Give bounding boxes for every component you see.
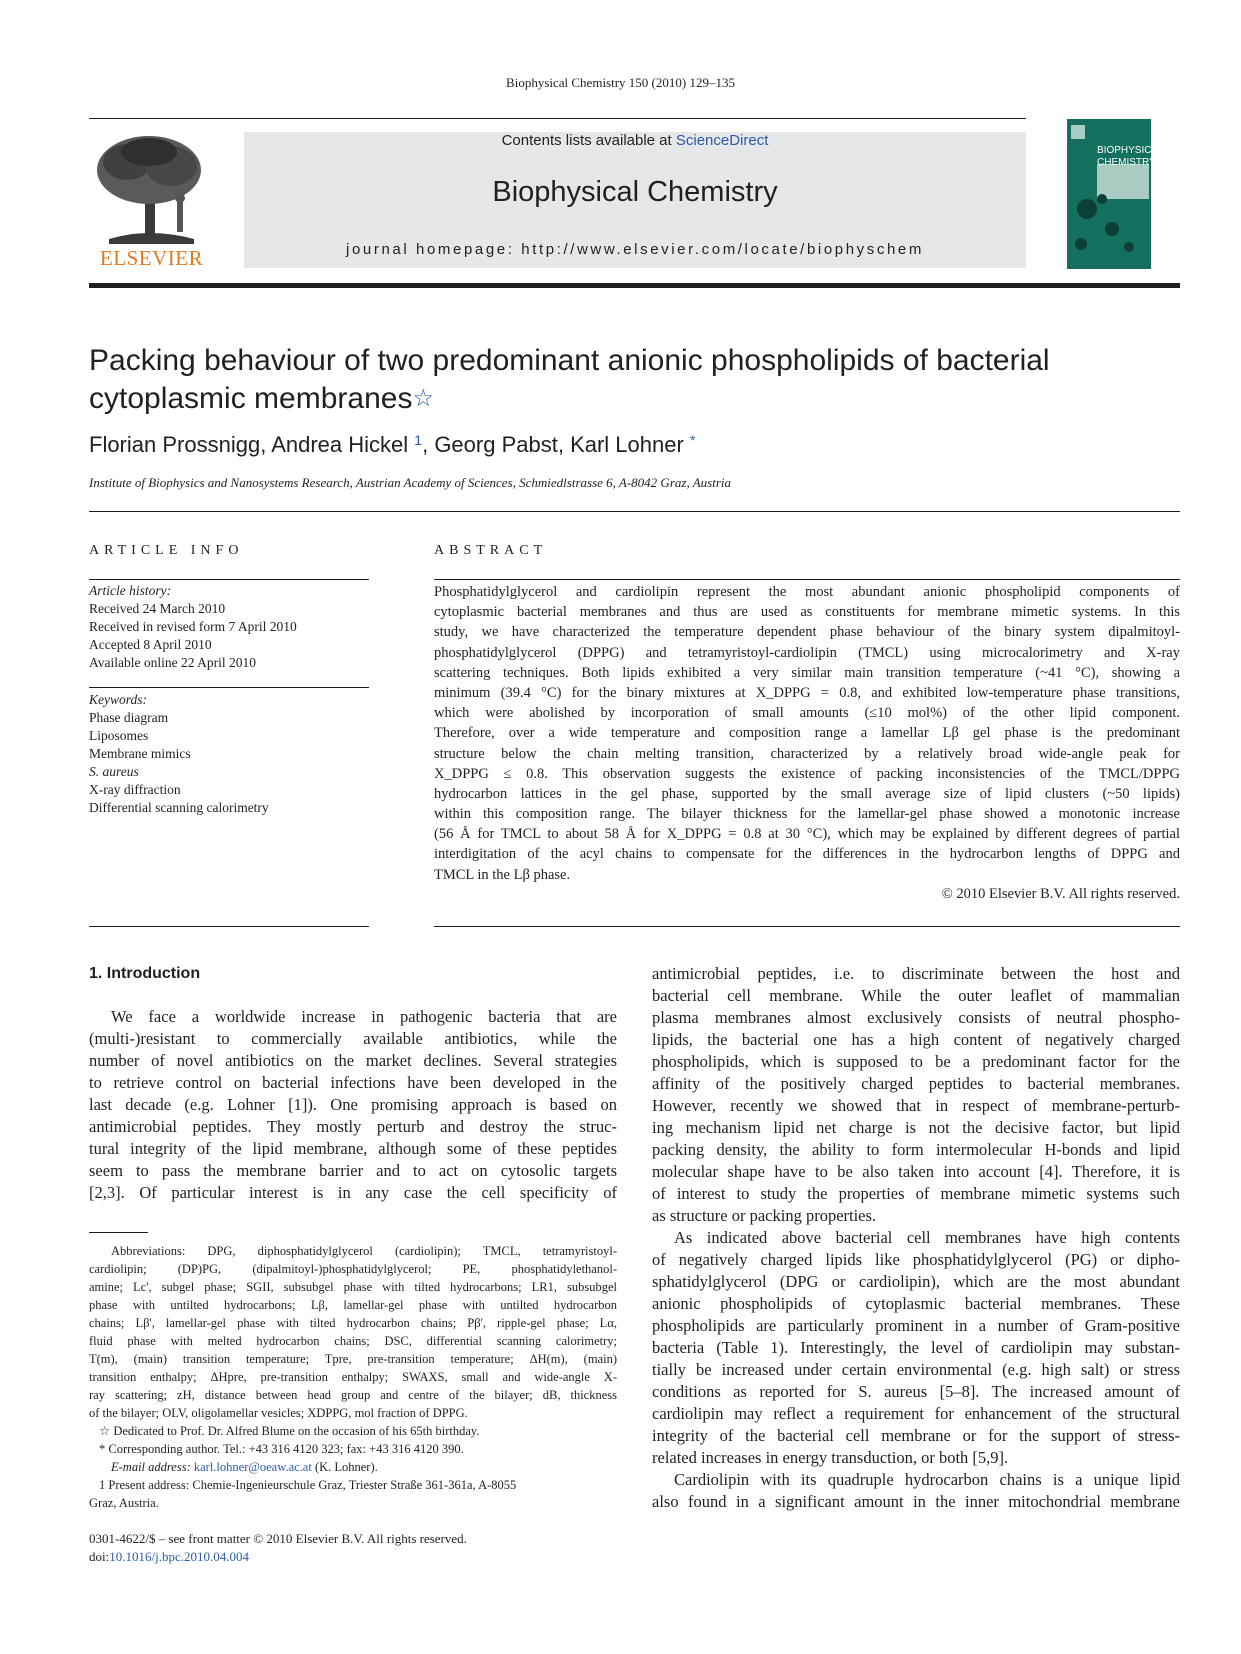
abstract-line: scattering techniques. Both lipids exhibited a very similar main transition temperature (~41 °C), showing a — [434, 664, 1180, 681]
footnote-line: ray scattering; zH, distance between head group and centre of the bilayer; dB, thickness — [89, 1388, 617, 1402]
author-list: Florian Prossnigg, Andrea Hickel $^1$, Georg Pabst, Karl Lohner * — [89, 432, 696, 457]
abstract-line: which were abolished by incorporation of small amounts (≤10 mol%) of the other lipid component. — [434, 705, 1180, 722]
body-line: affinity of the positively charged peptides to bacterial membranes. — [652, 1074, 1180, 1093]
abstract-bottom-rule — [434, 926, 1180, 927]
keyword-item: S. aureus — [89, 764, 139, 779]
body-line: seem to pass the membrane barrier and to act on cytosolic targets — [89, 1161, 617, 1180]
left-column — [89, 1006, 617, 1204]
body-line: sphatidylglycerol (DPG or cardiolipin), which are the most abundant — [652, 1272, 1180, 1291]
abstract-line: phosphatidylglycerol (DPPG) and tetramyristoyl-cardiolipin (TMCL) using microcalorimetry and X-ray — [434, 644, 1180, 661]
author-name: Karl Lohner — [570, 432, 684, 457]
journal-homepage[interactable]: journal homepage: http://www.elsevier.com/locate/biophyschem — [346, 241, 924, 258]
body-line: [2,3]. Of particular interest is in any case the cell specificity of — [89, 1183, 617, 1202]
body-line: cardiolipin may reflect a requirement for enhancement of the structural — [652, 1404, 1180, 1423]
elsevier-logo — [89, 132, 214, 270]
history-item: Accepted 8 April 2010 — [89, 637, 212, 652]
body-line: last decade (e.g. Lohner [1]). One promising approach is based on — [89, 1095, 617, 1114]
body-line: (multi-)resistant to commercially available antibiotics, while the — [89, 1029, 617, 1048]
corresponding-footnote: * Corresponding author. Tel.: +43 316 4120 323; fax: +43 316 4120 390. — [99, 1442, 464, 1456]
abstract-line: hydrocarbon lattices in the gel phase, supported by the small average size of lipid clusters (~50 lipids) — [434, 785, 1180, 802]
footnote-line: fluid phase with melted hydrocarbon chains; DSC, differential scanning calorimetry; — [89, 1334, 617, 1348]
corresponding-author-mark[interactable]: * — [689, 432, 696, 448]
section-heading: 1. Introduction — [89, 965, 201, 982]
article-info-heading: ARTICLE INFO — [89, 543, 244, 558]
footnote-line: Abbreviations: DPG, diphosphatidylglycerol (cardiolipin); TMCL, tetramyristoyl- — [111, 1244, 617, 1258]
footnote-line: of the bilayer; OLV, oligolamellar vesicles; XDPPG, mol fraction of DPPG. — [89, 1406, 468, 1420]
author-name: Andrea Hickel — [271, 432, 409, 457]
contents-line — [244, 132, 1026, 149]
abstract-line: (56 Å for TMCL to about 58 Å for X_DPPG = 0.8 at 30 °C), which may be explained by different degrees of partial — [434, 826, 1180, 843]
body-line: of negatively charged lipids like phosphatidylglycerol (PG) or dipho- — [652, 1250, 1180, 1269]
keyword-item: X-ray diffraction — [89, 782, 181, 797]
body-line: anionic phospholipids of cytoplasmic bacterial membranes. These — [652, 1294, 1180, 1313]
keyword-item: Differential scanning calorimetry — [89, 800, 269, 815]
abstract-line: Therefore, over a wide temperature and composition range a lamellar Lβ gel phase is the predominant — [434, 725, 1180, 742]
abstract-line: interdigitation of the acyl chains to compensate for the differences in the hydrocarbon lengths of DPPG and — [434, 846, 1180, 863]
body-line: integrity of the bacterial cell membrane or for the support of stress- — [652, 1426, 1180, 1445]
abstract-line: Phosphatidylglycerol and cardiolipin represent the most abundant anionic phospholipid components of — [434, 584, 1180, 600]
footnote-line: chains; Lβ', lamellar-gel phase with tilted hydrocarbon chains; Pβ', ripple-gel phase; Lα, — [89, 1316, 617, 1330]
body-line: packing density, the ability to form intermolecular H-bonds and lipid — [652, 1140, 1180, 1159]
abstract-heading: ABSTRACT — [434, 543, 548, 558]
article-title — [89, 342, 1180, 418]
body-line: plasma membranes almost exclusively consists of neutral phospho- — [652, 1008, 1180, 1027]
body-line: Cardiolipin with its quadruple hydrocarbon chains is a unique lipid — [674, 1470, 1180, 1489]
keywords-label: Keywords: — [89, 692, 147, 707]
footnote-line: phase with untilted hydrocarbons; Lβ, lamellar-gel phase with untilted hydrocarbon — [89, 1298, 617, 1312]
body-line: bacteria (Table 1). Interestingly, the level of cardiolipin may substan- — [652, 1338, 1180, 1357]
body-line: lipids, the bacterial one has a high content of negatively charged — [652, 1030, 1180, 1049]
cover-art-icon — [1067, 119, 1164, 269]
keyword-item: Liposomes — [89, 728, 149, 743]
body-line: conditions as reported for S. aureus [5–8]. The increased amount of — [652, 1382, 1180, 1401]
author-name: Georg Pabst — [434, 432, 558, 457]
keyword-item: Phase diagram — [89, 710, 169, 725]
journal-cover — [1067, 119, 1164, 269]
keyword-item: Membrane mimics — [89, 746, 191, 761]
body-line: We face a worldwide increase in pathogenic bacteria that are — [111, 1007, 617, 1026]
right-column — [652, 963, 1180, 1513]
title-line-1: Packing behaviour of two predominant anionic phospholipids of bacterial — [89, 344, 1050, 377]
present-address-continued: Graz, Austria. — [89, 1496, 159, 1510]
history-item: Received in revised form 7 April 2010 — [89, 619, 297, 634]
journal-title: Biophysical Chemistry — [492, 176, 778, 208]
abstract-rule — [434, 579, 1180, 580]
body-line: antimicrobial peptides. They mostly perturb and destroy the struc- — [89, 1117, 617, 1136]
footnote-line: T(m), (main) transition temperature; Tpre, pre-transition temperature; ΔH(m), (main) — [89, 1352, 617, 1366]
body-line: molecular shape have to be also taken into account [4]. Therefore, it is — [652, 1162, 1180, 1181]
email-link[interactable]: karl.lohner@oeaw.ac.at — [193, 1460, 312, 1474]
dedication-footnote: ☆ Dedicated to Prof. Dr. Alfred Blume on the occasion of his 65th birthday. — [99, 1424, 480, 1438]
abstract-copyright: © 2010 Elsevier B.V. All rights reserved. — [941, 886, 1180, 902]
cover-title: BIOPHYSICAL CHEMISTRY — [1097, 145, 1164, 168]
history-item: Received 24 March 2010 — [89, 601, 226, 616]
article-history — [89, 582, 297, 672]
elsevier-wordmark: ELSEVIER — [99, 246, 204, 270]
footnote-line: cardiolipin; (DP)PG, (dipalmitoyl-)phosphatidylglycerol; PE, phosphatidylethanol- — [89, 1262, 617, 1276]
body-line: bacterial cell membrane. While the outer leaflet of mammalian — [652, 986, 1180, 1005]
header-rule — [89, 118, 1026, 119]
body-line: number of novel antibiotics on the market declines. Several strategies — [89, 1051, 617, 1070]
abstract-body — [434, 582, 1180, 885]
author-footnote-mark[interactable]: 1 — [414, 432, 423, 448]
author-name: Florian Prossnigg — [89, 432, 261, 457]
abstract-line: within this composition range. The bilayer thickness for the lamellar-gel phase showed a monotonic increase — [434, 806, 1180, 823]
present-address-footnote: 1 Present address: Chemie-Ingenieurschule Graz, Triester Straße 361-361a, A-8055 — [99, 1478, 517, 1492]
title-line-2: cytoplasmic membranes — [89, 382, 413, 415]
email-suffix: (K. Lohner). — [311, 1460, 378, 1474]
title-rule — [89, 511, 1180, 512]
abstract-line: TMCL in the Lβ phase. — [434, 866, 571, 883]
body-line: As indicated above bacterial cell membranes have high contents — [674, 1228, 1180, 1247]
affiliation: Institute of Biophysics and Nanosystems Research, Austrian Academy of Sciences, Schmiedlstrasse 6, A-8042 Graz, Austria — [89, 475, 731, 490]
body-line: antimicrobial peptides, i.e. to discriminate between the host and — [652, 964, 1180, 983]
abstract-line: minimum (39.4 °C) for the binary mixtures at X_DPPG = 0.8, and exhibited low-temperature phase transitions, — [434, 684, 1180, 701]
article-info-bottom-rule — [89, 926, 369, 927]
abstract-line: structure below the chain melting transition, characterized by a relatively broad wide-angle peak for — [434, 745, 1180, 762]
body-line: also found in a significant amount in the inner mitochondrial membrane — [652, 1492, 1180, 1511]
masthead-rule — [89, 283, 1180, 288]
title-star-icon[interactable]: ☆ — [412, 385, 434, 412]
doi-label: doi: — [89, 1549, 110, 1564]
footnote-rule — [89, 1232, 148, 1233]
keywords-rule — [89, 687, 369, 688]
article-info-rule — [89, 579, 369, 580]
email-label: E-mail address: — [111, 1460, 194, 1474]
doi-link[interactable]: 10.1016/j.bpc.2010.04.004 — [109, 1549, 249, 1564]
footnote-line: transition enthalpy; ΔHpre, pre-transition enthalpy; SWAXS, small and wide-angle X- — [89, 1370, 617, 1384]
body-line: However, recently we showed that in respect of membrane-perturb- — [652, 1096, 1180, 1115]
abstract-line: study, we have characterized the temperature dependent phase behaviour of the binary system dipalmitoyl- — [434, 624, 1180, 641]
footnotes — [89, 1242, 617, 1512]
front-matter — [89, 1530, 467, 1566]
body-line: phospholipids are particularly prominent in a number of Gram-positive — [652, 1316, 1180, 1335]
body-line: of interest to study the properties of membrane mimetic systems such — [652, 1184, 1180, 1203]
contents-prefix: Contents lists available at — [501, 132, 676, 149]
body-line: tially be increased under certain environmental (e.g. high salt) or stress — [652, 1360, 1180, 1379]
body-line: related increases in energy transduction, or both [5,9]. — [652, 1448, 1009, 1467]
body-line: ing mechanism lipid net charge is not the decisive factor, but lipid — [652, 1118, 1180, 1137]
body-line: to retrieve control on bacterial infections have been developed in the — [89, 1073, 617, 1092]
abstract-line: X_DPPG ≤ 0.8. This observation suggests the existence of packing inconsistencies of the TMCL/DPPG — [434, 765, 1180, 782]
history-item: Available online 22 April 2010 — [89, 655, 256, 670]
footnote-line: amine; Lc', subgel phase; SGII, subsubgel phase with tilted hydrocarbons; LR1, subsubgel — [89, 1280, 617, 1294]
sciencedirect-link[interactable]: ScienceDirect — [675, 132, 769, 149]
body-line: tural integrity of the lipid membrane, although some of these peptides — [89, 1139, 617, 1158]
abstract-line: cytoplasmic bacterial membranes and thus are used as constituents for membrane mimetic systems. In this — [434, 604, 1180, 621]
journal-citation: Biophysical Chemistry 150 (2010) 129–135 — [506, 75, 735, 90]
keywords — [89, 691, 269, 817]
issn-line: 0301-4622/$ – see front matter © 2010 Elsevier B.V. All rights reserved. — [89, 1531, 467, 1546]
history-label: Article history: — [89, 583, 172, 598]
body-line: phospholipids, which is supposed to be a predominant factor for the — [652, 1052, 1180, 1071]
body-line: as structure or packing properties. — [652, 1206, 877, 1225]
